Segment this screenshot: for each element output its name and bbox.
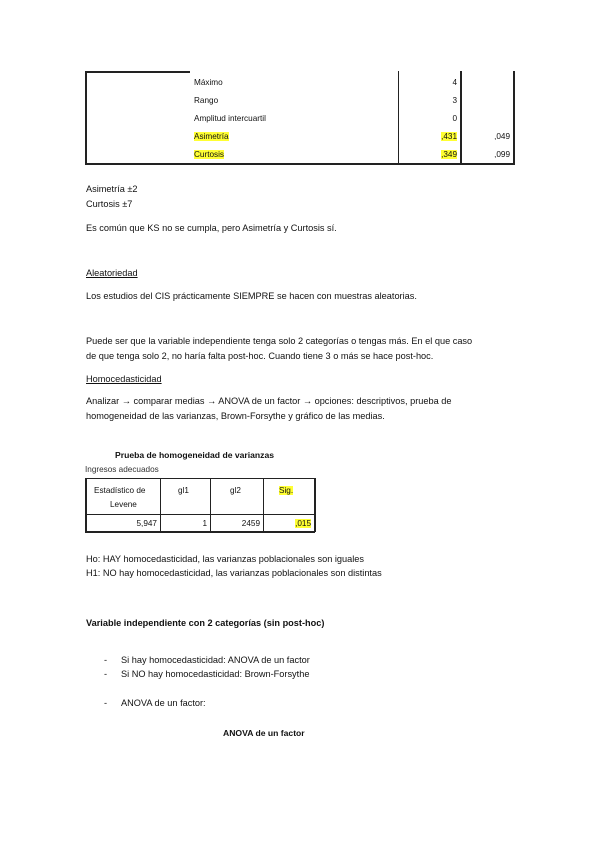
levene-value-sig: ,015 (295, 519, 311, 528)
row-label-asimetria: Asimetría (194, 132, 229, 141)
row-label-amplitud: Amplitud intercuartil (194, 114, 266, 123)
row-sig-curtosis: ,099 (494, 150, 510, 159)
levene-header-estadistico: Estadístico de (94, 486, 146, 495)
bullet-marker: - (104, 669, 108, 679)
ks-note: Es común que KS no se cumpla, pero Asimetría y Curtosis sí. (86, 223, 337, 233)
aleatoriedad-heading: Aleatoriedad (86, 268, 138, 278)
levene-header-gl1: gl1 (178, 486, 189, 495)
levene-value-gl2: 2459 (241, 519, 260, 528)
bullet-marker: - (104, 655, 108, 665)
row-value-curtosis: ,349 (441, 150, 457, 159)
row-value-rango: 3 (452, 96, 457, 105)
hypothesis-h0: Ho: HAY homocedasticidad, las varianzas poblacionales son iguales (86, 554, 364, 564)
levene-value-statistic: 5,947 (136, 519, 157, 528)
levene-value-gl1: 1 (202, 519, 207, 528)
anova-table-title: ANOVA de un factor (223, 728, 305, 738)
asimetria-rule: Asimetría ±2 (86, 184, 138, 194)
bullet-item: ANOVA de un factor: (121, 698, 206, 708)
aleatoriedad-text: Los estudios del CIS prácticamente SIEMPRE se hacen con muestras aleatorias. (86, 291, 417, 301)
curtosis-rule: Curtosis ±7 (86, 199, 133, 209)
posthoc-line-1: Puede ser que la variable independiente tenga solo 2 categorías o tengas más. En el que caso (86, 336, 473, 346)
levene-table-subtitle: Ingresos adecuados (85, 465, 159, 474)
row-label-curtosis: Curtosis (194, 150, 225, 159)
row-sig-asimetria: ,049 (494, 132, 510, 141)
row-label-maximo: Máximo (194, 78, 223, 87)
analizar-line-1: Analizar → comparar medias → ANOVA de un factor → opciones: descriptivos, prueba de (86, 396, 452, 406)
row-label-rango: Rango (194, 96, 219, 105)
bullet-item: Si NO hay homocedasticidad: Brown-Forsythe (121, 669, 310, 679)
row-value-asimetria: ,431 (441, 132, 457, 141)
levene-header-levene: Levene (110, 500, 137, 509)
bullet-marker: - (104, 698, 108, 708)
posthoc-line-2: de que tenga solo 2, no haría falta post-hoc. Cuando tiene 3 o más se hace post-hoc. (86, 351, 434, 361)
homocedasticidad-heading: Homocedasticidad (86, 374, 162, 384)
hypothesis-h1: H1: NO hay homocedasticidad, las varianzas poblacionales son distintas (86, 568, 382, 578)
row-value-amplitud: 0 (452, 114, 457, 123)
levene-header-gl2: gl2 (230, 486, 241, 495)
section2-heading: Variable independiente con 2 categorías (sin post-hoc) (86, 618, 325, 628)
bullet-item: Si hay homocedasticidad: ANOVA de un factor (121, 655, 310, 665)
analizar-line-2: homogeneidad de las varianzas, Brown-Forsythe y gráfico de las medias. (86, 411, 385, 421)
row-value-maximo: 4 (452, 78, 457, 87)
levene-header-sig: Sig. (279, 486, 294, 495)
levene-table-title: Prueba de homogeneidad de varianzas (115, 450, 275, 460)
